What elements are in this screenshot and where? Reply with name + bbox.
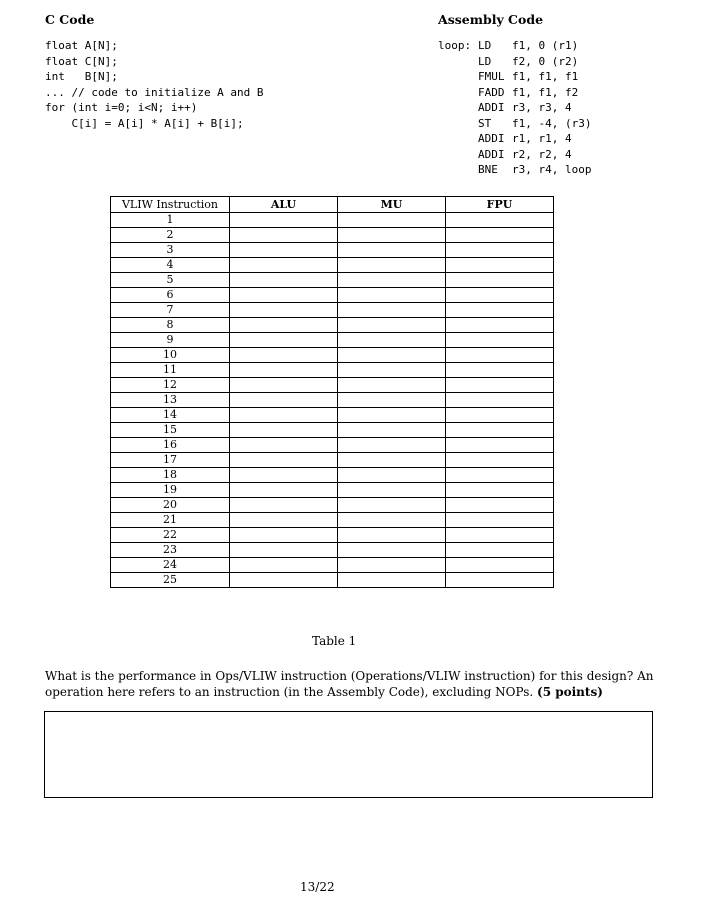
- table-row: [111, 483, 554, 498]
- c-code-line: int B[N];: [45, 70, 118, 83]
- assembly-label: [438, 69, 478, 85]
- vliw-instruction-number: 3: [111, 243, 230, 258]
- table-row: [111, 528, 554, 543]
- table-row: [111, 498, 554, 513]
- vliw-instruction-number: 24: [111, 558, 230, 573]
- table-row: [111, 453, 554, 468]
- alu-cell[interactable]: [230, 333, 338, 348]
- table-row: [111, 543, 554, 558]
- fpu-cell[interactable]: [446, 423, 554, 438]
- vliw-instruction-number: 4: [111, 258, 230, 273]
- assembly-line: [438, 147, 591, 163]
- fpu-cell[interactable]: [446, 528, 554, 543]
- table-row: [111, 513, 554, 528]
- alu-cell[interactable]: [230, 363, 338, 378]
- table-row: [111, 378, 554, 393]
- vliw-instruction-number: 2: [111, 228, 230, 243]
- table-row: [111, 393, 554, 408]
- assembly-operands: f1, -4, (r3): [512, 116, 592, 130]
- vliw-instruction-number: 16: [111, 438, 230, 453]
- mu-cell[interactable]: [338, 543, 446, 558]
- alu-cell[interactable]: [230, 318, 338, 333]
- fpu-cell[interactable]: [446, 213, 554, 228]
- mu-cell[interactable]: [338, 333, 446, 348]
- assembly-line: [438, 69, 591, 85]
- vliw-instruction-number: 13: [111, 393, 230, 408]
- mu-cell[interactable]: [338, 498, 446, 513]
- assembly-opcode: LD: [478, 39, 492, 52]
- assembly-label: loop:: [438, 39, 472, 52]
- table-row: [111, 573, 554, 588]
- answer-box[interactable]: [44, 711, 653, 798]
- assembly-line: [438, 116, 591, 132]
- vliw-instruction-number: 14: [111, 408, 230, 423]
- table-row: [111, 423, 554, 438]
- fpu-cell[interactable]: [446, 333, 554, 348]
- vliw-instruction-number: 7: [111, 303, 230, 318]
- mu-cell[interactable]: [338, 573, 446, 588]
- assembly-label: [438, 131, 478, 147]
- assembly-line: [438, 131, 591, 147]
- table-row: [111, 288, 554, 303]
- mu-cell[interactable]: [338, 303, 446, 318]
- assembly-label: [438, 147, 478, 163]
- mu-cell[interactable]: [338, 288, 446, 303]
- vliw-instruction-number: 5: [111, 273, 230, 288]
- alu-cell[interactable]: [230, 453, 338, 468]
- fpu-cell[interactable]: [446, 393, 554, 408]
- vliw-instruction-number: 11: [111, 363, 230, 378]
- assembly-operands: f2, 0 (r2): [512, 54, 579, 68]
- alu-cell[interactable]: [230, 288, 338, 303]
- assembly-line: [438, 85, 591, 101]
- fpu-cell[interactable]: [446, 573, 554, 588]
- table-row: [111, 348, 554, 363]
- mu-cell[interactable]: [338, 318, 446, 333]
- assembly-label: [438, 100, 478, 116]
- vliw-instruction-number: 9: [111, 333, 230, 348]
- alu-cell[interactable]: [230, 483, 338, 498]
- alu-cell[interactable]: [230, 528, 338, 543]
- assembly-operands: r3, r3, 4: [512, 101, 572, 114]
- fpu-cell[interactable]: [446, 408, 554, 423]
- assembly-line: [438, 38, 591, 54]
- vliw-instruction-number: 8: [111, 318, 230, 333]
- vliw-instruction-number: 21: [111, 513, 230, 528]
- mu-cell[interactable]: [338, 378, 446, 393]
- question-points: (5 points): [537, 685, 603, 699]
- c-code-line: C[i] = A[i] * A[i] + B[i];: [45, 116, 244, 130]
- table-row: [111, 558, 554, 573]
- vliw-instruction-number: 18: [111, 468, 230, 483]
- table-row: [111, 438, 554, 453]
- mu-cell[interactable]: [338, 363, 446, 378]
- vliw-instruction-number: 15: [111, 423, 230, 438]
- alu-cell[interactable]: [230, 258, 338, 273]
- alu-cell[interactable]: [230, 558, 338, 573]
- alu-cell[interactable]: [230, 573, 338, 588]
- c-code-line: float C[N];: [45, 54, 118, 68]
- vliw-instruction-number: 1: [111, 213, 230, 228]
- mu-cell[interactable]: [338, 408, 446, 423]
- alu-cell[interactable]: [230, 423, 338, 438]
- mu-cell[interactable]: [338, 483, 446, 498]
- mu-cell[interactable]: [338, 468, 446, 483]
- fpu-cell[interactable]: [446, 228, 554, 243]
- fpu-cell[interactable]: [446, 483, 554, 498]
- c-code-heading: C Code: [45, 12, 95, 27]
- assembly-opcode: FADD: [478, 85, 505, 99]
- alu-cell[interactable]: [230, 543, 338, 558]
- vliw-schedule-table: [110, 196, 554, 588]
- mu-cell[interactable]: [338, 423, 446, 438]
- mu-cell[interactable]: [338, 528, 446, 543]
- mu-cell[interactable]: [338, 243, 446, 258]
- alu-cell[interactable]: [230, 513, 338, 528]
- table-row: [111, 303, 554, 318]
- fpu-cell[interactable]: [446, 438, 554, 453]
- assembly-code-block: [438, 38, 591, 178]
- mu-cell[interactable]: [338, 228, 446, 243]
- table-caption: Table 1: [312, 634, 357, 648]
- table-row: [111, 408, 554, 423]
- table-row: [111, 213, 554, 228]
- table-row: [111, 318, 554, 333]
- alu-cell[interactable]: [230, 498, 338, 513]
- assembly-label: [438, 85, 478, 101]
- fpu-cell[interactable]: [446, 273, 554, 288]
- vliw-instruction-number: 12: [111, 378, 230, 393]
- vliw-instruction-number: 23: [111, 543, 230, 558]
- fpu-cell[interactable]: [446, 348, 554, 363]
- assembly-operands: f1, f1, f2: [512, 85, 579, 99]
- assembly-code-heading: Assembly Code: [438, 12, 544, 27]
- alu-cell[interactable]: [230, 228, 338, 243]
- mu-cell[interactable]: [338, 438, 446, 453]
- alu-cell[interactable]: [230, 213, 338, 228]
- mu-cell[interactable]: [338, 273, 446, 288]
- table-row: [111, 228, 554, 243]
- alu-cell[interactable]: [230, 303, 338, 318]
- alu-cell[interactable]: [230, 468, 338, 483]
- fpu-cell[interactable]: [446, 513, 554, 528]
- alu-cell[interactable]: [230, 408, 338, 423]
- fpu-cell[interactable]: [446, 363, 554, 378]
- fpu-cell[interactable]: [446, 303, 554, 318]
- c-code-line: ... // code to initialize A and B: [45, 85, 264, 99]
- alu-cell[interactable]: [230, 393, 338, 408]
- c-code-line: float A[N];: [45, 39, 118, 52]
- vliw-instruction-number: 17: [111, 453, 230, 468]
- mu-cell[interactable]: [338, 213, 446, 228]
- assembly-opcode: LD: [478, 54, 492, 68]
- fpu-cell[interactable]: [446, 258, 554, 273]
- assembly-line: [438, 100, 591, 116]
- assembly-label: [438, 162, 478, 178]
- fpu-cell[interactable]: [446, 498, 554, 513]
- table-row: [111, 273, 554, 288]
- fpu-cell[interactable]: [446, 378, 554, 393]
- alu-cell[interactable]: [230, 243, 338, 258]
- fpu-cell[interactable]: [446, 243, 554, 258]
- header-mu: MU: [338, 197, 446, 213]
- table-row: [111, 363, 554, 378]
- assembly-label: [438, 116, 478, 132]
- table-row: [111, 468, 554, 483]
- vliw-instruction-number: 22: [111, 528, 230, 543]
- assembly-operands: f1, f1, f1: [512, 70, 579, 83]
- mu-cell[interactable]: [338, 393, 446, 408]
- question-body: What is the performance in Ops/VLIW instruction (Operations/VLIW instruction) for this design? An operation here refers to an instruction (in the Assembly Code), excluding NOPs.: [45, 669, 654, 699]
- mu-cell[interactable]: [338, 453, 446, 468]
- assembly-label: [438, 54, 478, 70]
- table-header-row: [111, 197, 554, 213]
- alu-cell[interactable]: [230, 348, 338, 363]
- assembly-opcode: ADDI: [478, 101, 505, 114]
- vliw-instruction-number: 19: [111, 483, 230, 498]
- vliw-instruction-number: 6: [111, 288, 230, 303]
- c-code-line: for (int i=0; i<N; i++): [45, 101, 198, 114]
- assembly-opcode: ADDI: [478, 132, 505, 145]
- alu-cell[interactable]: [230, 378, 338, 393]
- table-row: [111, 258, 554, 273]
- assembly-operands: r1, r1, 4: [512, 132, 572, 145]
- fpu-cell[interactable]: [446, 543, 554, 558]
- mu-cell[interactable]: [338, 558, 446, 573]
- fpu-cell[interactable]: [446, 468, 554, 483]
- assembly-operands: f1, 0 (r1): [512, 39, 579, 52]
- fpu-cell[interactable]: [446, 453, 554, 468]
- assembly-opcode: BNE: [478, 163, 498, 176]
- assembly-opcode: ADDI: [478, 147, 505, 161]
- assembly-line: [438, 162, 591, 178]
- page-number: 13/22: [300, 880, 335, 894]
- table-row: [111, 243, 554, 258]
- assembly-operands: r3, r4, loop: [512, 163, 592, 176]
- header-vliw-instruction: VLIW Instruction: [111, 197, 230, 213]
- alu-cell[interactable]: [230, 273, 338, 288]
- vliw-instruction-number: 25: [111, 573, 230, 588]
- assembly-operands: r2, r2, 4: [512, 147, 572, 161]
- c-code-block: [45, 38, 264, 131]
- header-alu: ALU: [230, 197, 338, 213]
- fpu-cell[interactable]: [446, 288, 554, 303]
- header-fpu: FPU: [446, 197, 554, 213]
- vliw-instruction-number: 20: [111, 498, 230, 513]
- mu-cell[interactable]: [338, 513, 446, 528]
- mu-cell[interactable]: [338, 348, 446, 363]
- question-text: [45, 668, 665, 700]
- assembly-opcode: ST: [478, 116, 492, 130]
- vliw-instruction-number: 10: [111, 348, 230, 363]
- alu-cell[interactable]: [230, 438, 338, 453]
- table-row: [111, 333, 554, 348]
- assembly-opcode: FMUL: [478, 70, 505, 83]
- fpu-cell[interactable]: [446, 318, 554, 333]
- mu-cell[interactable]: [338, 258, 446, 273]
- fpu-cell[interactable]: [446, 558, 554, 573]
- assembly-line: [438, 54, 591, 70]
